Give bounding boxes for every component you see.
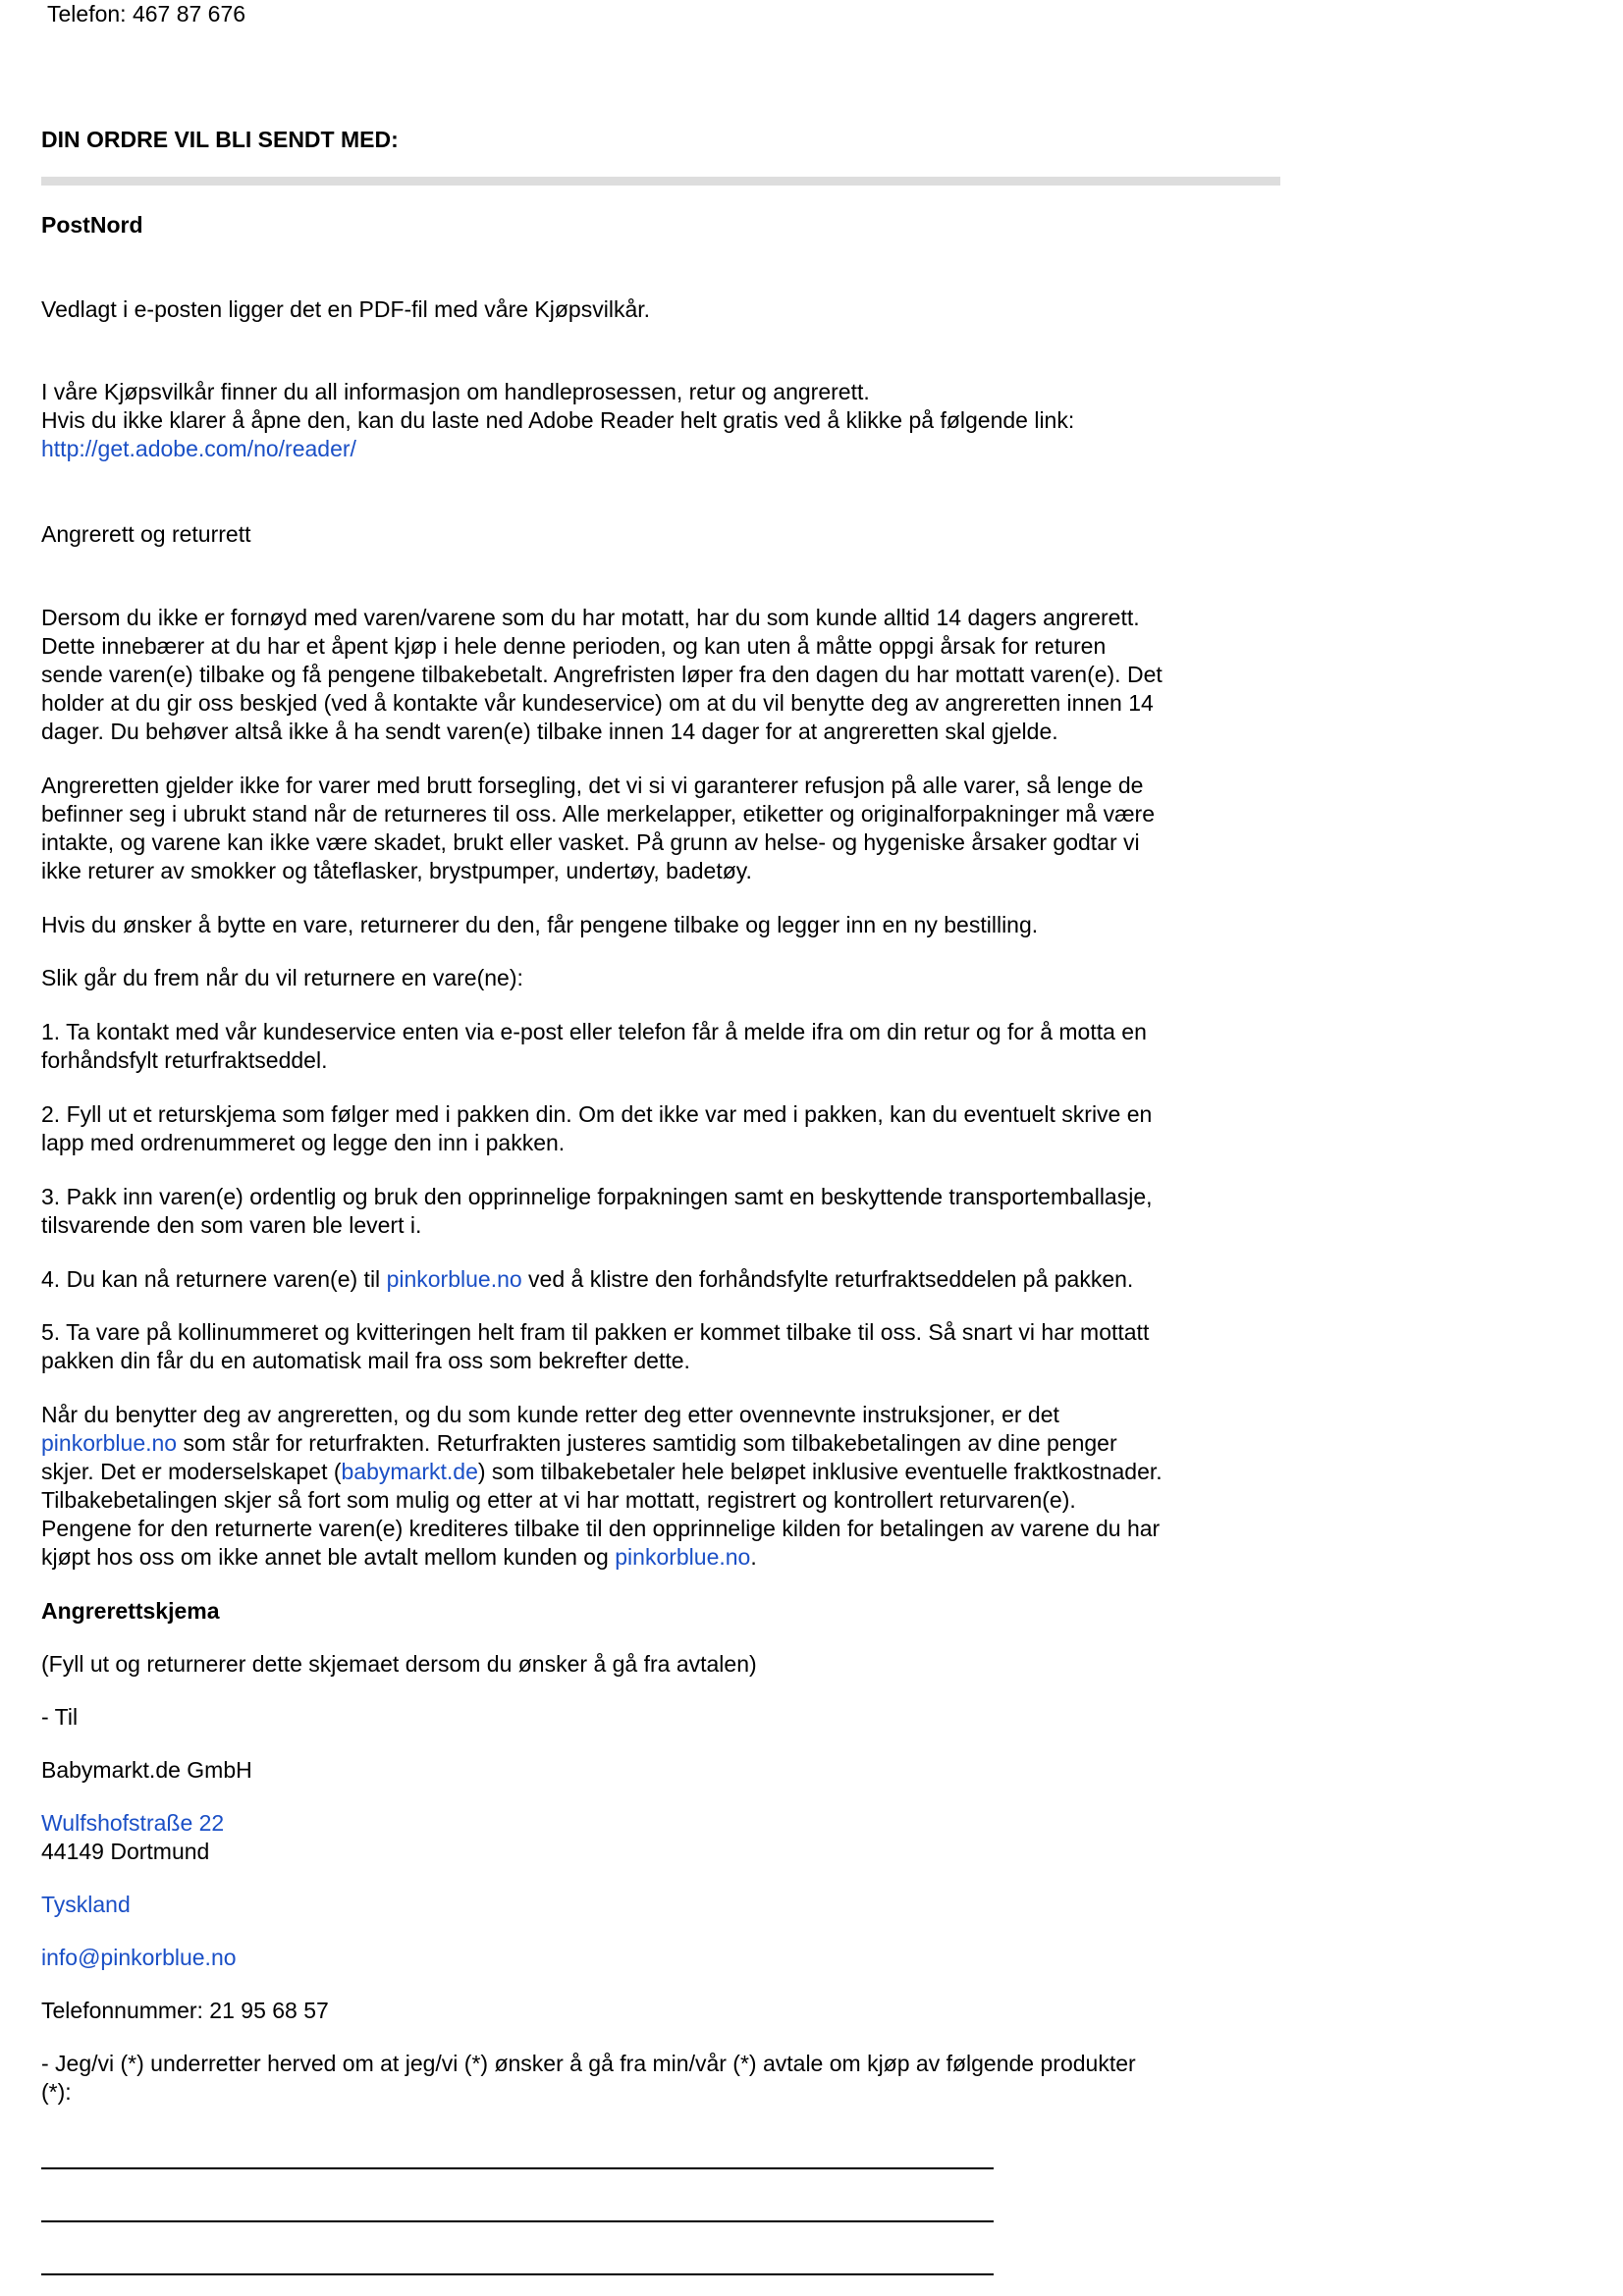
text-line: tilsvarende den som varen ble levert i. xyxy=(41,1212,422,1238)
form-heading: Angrerettskjema xyxy=(41,1598,220,1624)
form-to-label: - Til xyxy=(41,1704,79,1730)
babymarkt-link[interactable]: babymarkt.de xyxy=(341,1459,478,1484)
pinkorblue-link[interactable]: pinkorblue.no xyxy=(41,1430,178,1456)
adobe-reader-link[interactable]: http://get.adobe.com/no/reader/ xyxy=(41,436,356,461)
terms-info-text: I våre Kjøpsvilkår finner du all informasjon om handleprosessen, retur og angrerett. xyxy=(41,379,870,404)
withdrawal-heading: Angrerett og returrett xyxy=(41,521,251,547)
text-line: Pengene for den returnerte varen(e) krediteres tilbake til den opprinnelige kilden for betalingen av varene du har xyxy=(41,1516,1161,1541)
return-step-4 xyxy=(41,1265,1133,1294)
email-link[interactable]: info@pinkorblue.no xyxy=(41,1945,237,1970)
text-line: holder at du gir oss beskjed (ved å kontakte vår kundeservice) om at du vil benytte deg av angreretten innen 14 xyxy=(41,690,1154,716)
fill-in-line[interactable] xyxy=(41,2220,994,2222)
text-line: 5. Ta vare på kollinummeret og kvitteringen helt fram til pakken er kommet tilbake til oss. Så snart vi har mottatt xyxy=(41,1319,1150,1345)
section-divider xyxy=(41,177,1280,186)
street-address-link[interactable]: Wulfshofstraße 22 xyxy=(41,1810,225,1836)
text-line: Tilbakebetalingen skjer så fort som mulig og etter at vi har mottatt, registrert og kontrollert returvaren(e). xyxy=(41,1487,1076,1513)
text-line: befinner seg i ubrukt stand når de returneres til oss. Alle merkelapper, etiketter og originalforpakninger må være xyxy=(41,801,1155,827)
text-span: kjøpt hos oss om ikke annet ble avtalt mellom kunden og xyxy=(41,1544,616,1570)
text-line: intakte, og varene kan ikke være skadet, brukt eller vasket. På grunn av helse- og hygeniske årsaker godtar vi xyxy=(41,829,1140,855)
text-span: som står for returfrakten. Returfrakten justeres samtidig som tilbakebetalingen av dine penger xyxy=(177,1430,1117,1456)
text-line: 2. Fyll ut et returskjema som følger med i pakken din. Om det ikke var med i pakken, kan du eventuelt skrive en xyxy=(41,1101,1153,1127)
pinkorblue-link[interactable]: pinkorblue.no xyxy=(615,1544,751,1570)
text-line: 3. Pakk inn varen(e) ordentlig og bruk den opprinnelige forpakningen samt en beskyttende transportemballasje, xyxy=(41,1184,1153,1209)
shipping-heading: DIN ORDRE VIL BLI SENDT MED: xyxy=(41,127,399,152)
text-span: ) som tilbakebetaler hele beløpet inklusive eventuelle fraktkostnader. xyxy=(477,1459,1163,1484)
text-line: dager. Du behøver altså ikke å ha sendt varen(e) tilbake innen 14 dager for at angreretten skal gjelde. xyxy=(41,719,1058,744)
return-steps-intro: Slik går du frem når du vil returnere en vare(ne): xyxy=(41,965,523,990)
text-line: (*): xyxy=(41,2079,72,2105)
phone-text: Telefon: 467 87 676 xyxy=(47,1,246,27)
country-link[interactable]: Tyskland xyxy=(41,1892,131,1917)
form-instruction: (Fyll ut og returnerer dette skjemaet dersom du ønsker å gå fra avtalen) xyxy=(41,1651,757,1677)
text-line: Når du benytter deg av angreretten, og du som kunde retter deg etter ovennevnte instruksjoner, er det xyxy=(41,1402,1059,1427)
pdf-attached-text: Vedlagt i e-posten ligger det en PDF-fil med våre Kjøpsvilkår. xyxy=(41,296,651,322)
city-text: 44149 Dortmund xyxy=(41,1839,210,1864)
carrier-name: PostNord xyxy=(41,212,143,238)
phone-number-text: Telefonnummer: 21 95 68 57 xyxy=(41,1998,329,2023)
text-line xyxy=(41,1429,1117,1458)
text-line: Angreretten gjelder ikke for varer med brutt forsegling, det vi si vi garanterer refusjon på alle varer, så lenge de xyxy=(41,773,1144,798)
text-span: skjer. Det er moderselskapet ( xyxy=(41,1459,342,1484)
text-line: 1. Ta kontakt med vår kundeservice enten via e-post eller telefon får å melde ifra om din retur og for å motta en xyxy=(41,1019,1147,1044)
text-line: Dersom du ikke er fornøyd med varen/varene som du har motatt, har du som kunde alltid 14 dagers angrerett. xyxy=(41,605,1140,630)
text-line: pakken din får du en automatisk mail fra oss som bekrefter dette. xyxy=(41,1348,690,1373)
text-line: - Jeg/vi (*) underretter herved om at jeg/vi (*) ønsker å gå fra min/vår (*) avtale om kjøp av følgende produkter xyxy=(41,2051,1136,2076)
text-line: Dette innebærer at du har et åpent kjøp i hele denne perioden, og kan uten å måtte oppgi årsak for returen xyxy=(41,633,1107,659)
fill-in-line[interactable] xyxy=(41,2167,994,2169)
text-span: ved å klistre den forhåndsfylte returfraktseddelen på pakken. xyxy=(521,1266,1134,1292)
text-line: sende varen(e) tilbake og få pengene tilbakebetalt. Angrefristen løper fra den dagen du har mottatt varen(e). Det xyxy=(41,662,1163,687)
exchange-text: Hvis du ønsker å bytte en vare, returnerer du den, får pengene tilbake og legger inn en ny bestilling. xyxy=(41,912,1039,937)
adobe-info-text: Hvis du ikke klarer å åpne den, kan du laste ned Adobe Reader helt gratis ved å klikke på følgende link: xyxy=(41,407,1075,433)
text-line: ikke returer av smokker og tåteflasker, brystpumper, undertøy, badetøy. xyxy=(41,858,752,883)
company-name: Babymarkt.de GmbH xyxy=(41,1757,252,1783)
text-line xyxy=(41,1543,757,1572)
text-line xyxy=(41,1458,1163,1486)
text-span: 4. Du kan nå returnere varen(e) til xyxy=(41,1266,387,1292)
text-line: forhåndsfylt returfraktseddel. xyxy=(41,1047,328,1073)
pinkorblue-link[interactable]: pinkorblue.no xyxy=(386,1266,522,1292)
fill-in-line[interactable] xyxy=(41,2273,994,2275)
text-span: . xyxy=(750,1544,757,1570)
text-line: lapp med ordrenummeret og legge den inn i pakken. xyxy=(41,1130,566,1155)
